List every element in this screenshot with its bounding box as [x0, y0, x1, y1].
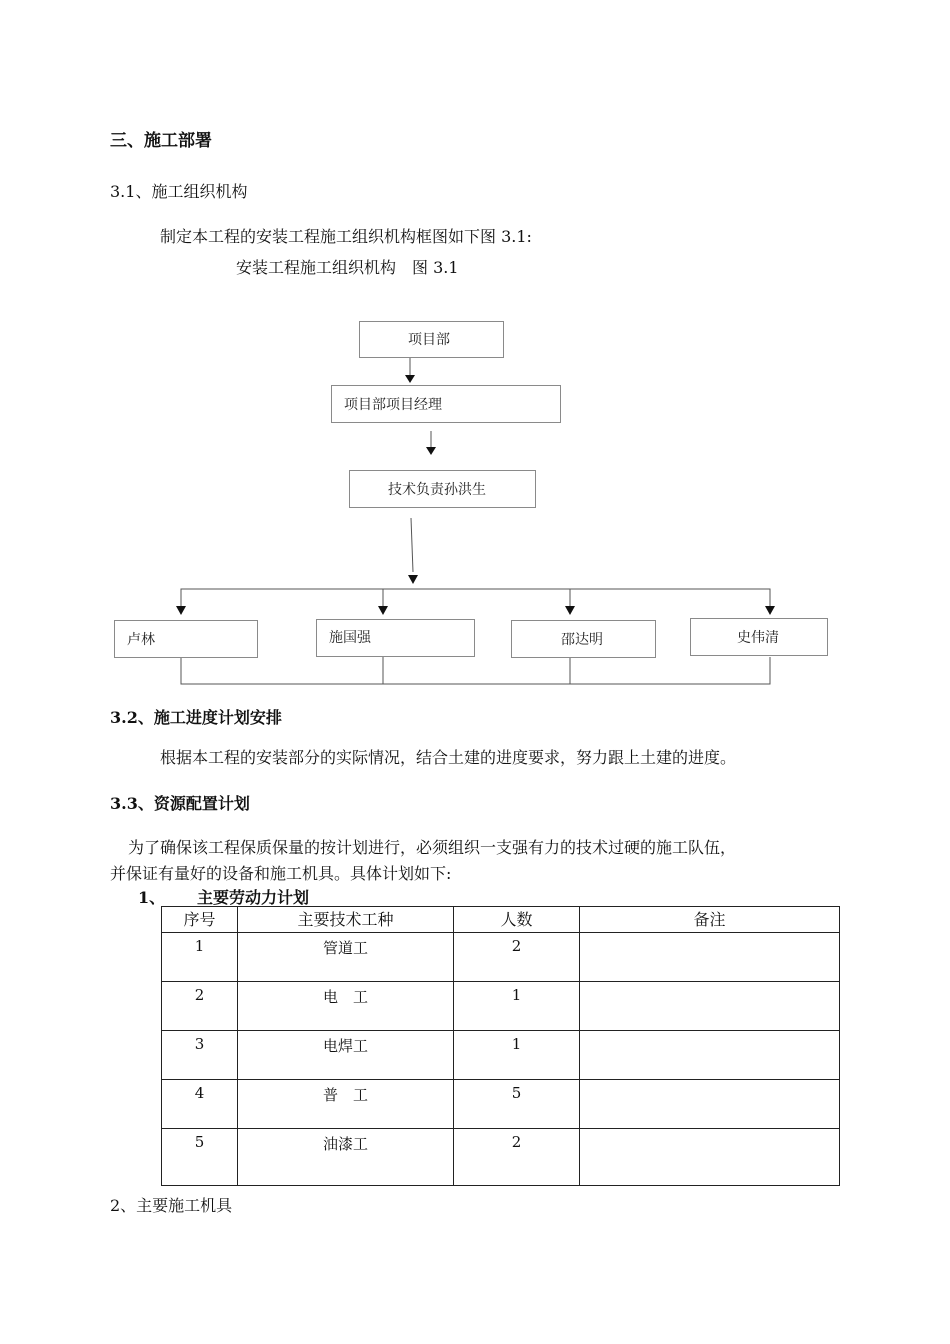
table-cell: 1: [162, 933, 238, 982]
table-cell: 3: [162, 1031, 238, 1080]
table-cell: 电 工: [238, 982, 454, 1031]
labor-plan-number: 1、: [138, 888, 166, 907]
arrow-head: [176, 606, 186, 615]
header-cell: 备注: [580, 907, 840, 933]
schedule-text: 根据本工程的安装部分的实际情况，结合土建的进度要求，努力跟上土建的进度。: [160, 748, 737, 767]
table-row: [162, 1129, 840, 1186]
arrow-head: [405, 375, 415, 383]
header-cell: 序号: [162, 907, 238, 933]
table-cell: 油漆工: [238, 1129, 454, 1186]
table-cell: 管道工: [238, 933, 454, 982]
arrow-head: [378, 606, 388, 615]
resource-text-line2: 并保证有量好的设备和施工机具。具体计划如下:: [110, 864, 452, 883]
table-row: [162, 1080, 840, 1129]
figure-caption: 安装工程施工组织机构 图 3.1: [236, 258, 459, 277]
arrow-head: [565, 606, 575, 615]
table-cell: 普 工: [238, 1080, 454, 1129]
table-cell: 4: [162, 1080, 238, 1129]
table-cell: 1: [454, 1031, 580, 1080]
table-cell: [580, 933, 840, 982]
table-cell: 1: [454, 982, 580, 1031]
table-cell: [580, 1129, 840, 1186]
arrow-head: [408, 575, 418, 584]
resource-text-line1: 为了确保该工程保质保量的按计划进行，必须组织一支强有力的技术过硬的施工队伍，: [128, 838, 737, 857]
table-cell: [580, 982, 840, 1031]
table-cell: 电焊工: [238, 1031, 454, 1080]
section-3-3-heading: 3.3、资源配置计划: [110, 794, 250, 813]
org-box-staff-4: 史伟清: [690, 618, 828, 656]
arrow-head: [765, 606, 775, 615]
labor-plan-table: [161, 906, 840, 1186]
table-cell: [580, 1080, 840, 1129]
org-box-project-dept: 项目部: [359, 321, 504, 358]
table-row: [162, 1031, 840, 1080]
labor-plan-title: 主要劳动力计划: [197, 888, 310, 907]
table-row: [162, 982, 840, 1031]
equipment-title: 2、主要施工机具: [110, 1196, 233, 1215]
section-3-2-heading: 3.2、施工进度计划安排: [110, 708, 282, 727]
table-cell: 2: [454, 1129, 580, 1186]
table-row: [162, 933, 840, 982]
org-box-project-manager: 项目部项目经理: [331, 385, 561, 423]
org-box-tech-lead: 技术负责孙洪生: [349, 470, 536, 508]
table-cell: 2: [454, 933, 580, 982]
table-cell: 5: [454, 1080, 580, 1129]
section-3-1-heading: 3.1、施工组织机构: [110, 182, 248, 201]
table-header-row: [162, 907, 840, 933]
table-cell: 2: [162, 982, 238, 1031]
table-cell: [580, 1031, 840, 1080]
org-box-staff-3: 邵达明: [511, 620, 656, 658]
org-box-staff-2: 施国强: [316, 619, 475, 657]
section-title: 三、施工部署: [110, 131, 212, 151]
table-cell: 5: [162, 1129, 238, 1186]
org-intro-text: 制定本工程的安装工程施工组织机构框图如下图 3.1:: [160, 227, 532, 246]
org-box-staff-1: 卢林: [114, 620, 258, 658]
header-cell: 人数: [454, 907, 580, 933]
arrow-head: [426, 447, 436, 455]
header-cell: 主要技术工种: [238, 907, 454, 933]
